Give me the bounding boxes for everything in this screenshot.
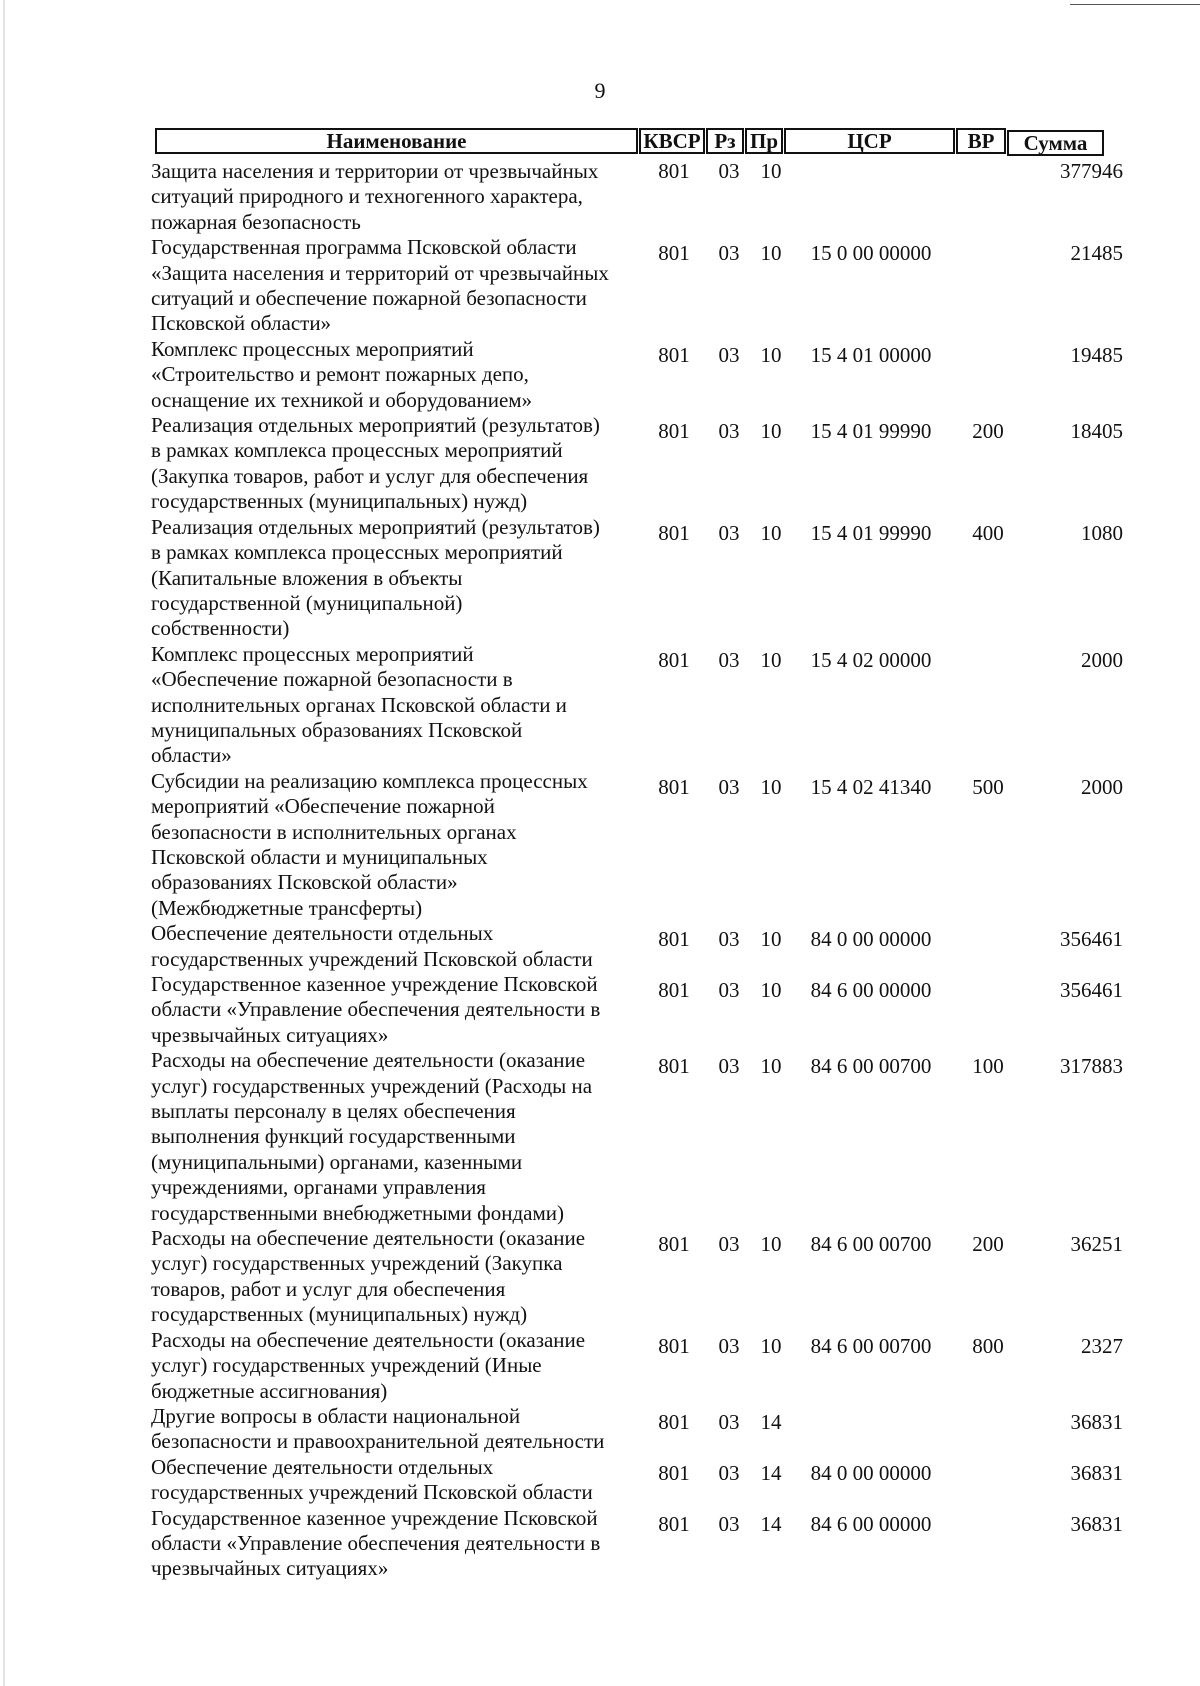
row-name-line: (Капитальные вложения в объекты <box>151 565 463 590</box>
table-row <box>151 235 1151 337</box>
row-csr: 84 6 00 00700 <box>810 1333 932 1358</box>
row-rz: 03 <box>718 927 740 952</box>
row-name-line: пожарная безопасность <box>151 209 361 234</box>
row-name-line: Субсидии на реализацию комплекса процессных <box>151 768 588 793</box>
row-csr: 15 4 01 99990 <box>810 520 932 545</box>
row-kvsr: 801 <box>658 647 690 672</box>
row-csr: 15 4 01 99990 <box>810 419 932 444</box>
row-name-line: «Строительство и ремонт пожарных депо, <box>151 362 529 387</box>
row-sum: 36251 <box>1070 1232 1123 1257</box>
row-pr: 10 <box>760 774 782 799</box>
table-row <box>151 769 1151 921</box>
row-name-line: услуг) государственных учреждений (Расходы на <box>151 1073 593 1098</box>
row-name-line: безопасности в исполнительных органах <box>151 819 517 844</box>
row-name <box>151 1455 636 1506</box>
row-sum: 36831 <box>1070 1511 1123 1536</box>
row-name-line: муниципальных образованиях Псковской <box>151 717 523 742</box>
row-name-line: чрезвычайных ситуациях» <box>151 1556 389 1581</box>
row-name-line: Реализация отдельных мероприятий (результатов) <box>151 413 600 438</box>
row-name-line: «Защита населения и территорий от чрезвычайных <box>151 260 609 285</box>
row-name-line: образованиях Псковской области» <box>151 870 458 895</box>
scan-corner-line <box>1070 4 1200 5</box>
row-sum: 317883 <box>1060 1054 1123 1079</box>
header-pr: Пр <box>745 128 783 154</box>
row-kvsr: 801 <box>658 978 690 1002</box>
row-name <box>151 159 636 235</box>
table-row <box>151 1328 1151 1404</box>
table-row <box>151 337 1151 413</box>
row-vr: 400 <box>972 520 1004 545</box>
header-sum: Сумма <box>1007 130 1104 156</box>
row-kvsr: 801 <box>658 1460 690 1485</box>
row-name-line: государственных учреждений Псковской области <box>151 946 593 971</box>
row-kvsr: 801 <box>658 774 690 799</box>
table-row <box>151 515 1151 642</box>
row-name-line: области» <box>151 743 232 768</box>
row-sum: 18405 <box>1070 419 1123 444</box>
table-row <box>151 1506 1151 1582</box>
row-pr: 10 <box>760 978 782 1002</box>
row-rz: 03 <box>718 342 740 367</box>
row-rz: 03 <box>718 1460 740 1485</box>
row-csr: 15 4 02 00000 <box>810 647 932 672</box>
row-pr: 10 <box>760 927 782 952</box>
row-name <box>151 769 636 921</box>
row-kvsr: 801 <box>658 159 690 183</box>
row-name-line: (Закупка товаров, работ и услуг для обеспечения <box>151 463 589 488</box>
row-sum: 377946 <box>1060 159 1123 183</box>
row-name-line: Другие вопросы в области национальной <box>151 1403 521 1428</box>
row-name-line: бюджетные ассигнования) <box>151 1378 388 1403</box>
row-name <box>151 337 636 413</box>
row-name-line: области «Управление обеспечения деятельности в <box>151 1530 601 1555</box>
row-name-line: Расходы на обеспечение деятельности (оказание <box>151 1327 586 1352</box>
row-rz: 03 <box>718 159 740 183</box>
row-pr: 10 <box>760 520 782 545</box>
row-rz: 03 <box>718 520 740 545</box>
row-name-line: государственных учреждений Псковской области <box>151 1480 593 1505</box>
row-rz: 03 <box>718 1333 740 1358</box>
row-rz: 03 <box>718 1409 740 1434</box>
row-vr: 100 <box>972 1054 1004 1079</box>
row-name-line: области «Управление обеспечения деятельности в <box>151 997 601 1022</box>
row-kvsr: 801 <box>658 1409 690 1434</box>
row-name-line: чрезвычайных ситуациях» <box>151 1022 389 1047</box>
header-vr: ВР <box>956 128 1006 154</box>
row-sum: 356461 <box>1060 978 1123 1002</box>
table-row <box>151 1048 1151 1226</box>
table-row <box>151 921 1151 972</box>
row-name-line: учреждениями, органами управления <box>151 1175 486 1200</box>
row-kvsr: 801 <box>658 1511 690 1536</box>
scan-left-edge <box>3 0 5 1686</box>
table-row <box>151 159 1151 235</box>
row-name-line: выполнения функций государственными <box>151 1124 516 1149</box>
row-kvsr: 801 <box>658 1232 690 1257</box>
row-name <box>151 642 636 769</box>
row-vr: 500 <box>972 774 1004 799</box>
row-csr: 15 0 00 00000 <box>810 241 932 266</box>
row-name-line: Расходы на обеспечение деятельности (оказание <box>151 1048 586 1073</box>
row-name-line: собственности) <box>151 616 290 641</box>
row-name <box>151 515 636 642</box>
row-name <box>151 1048 636 1226</box>
row-name-line: товаров, работ и услуг для обеспечения <box>151 1276 506 1301</box>
row-name-line: Государственное казенное учреждение Псковской <box>151 1505 598 1530</box>
table-header <box>155 128 1119 158</box>
row-rz: 03 <box>718 1054 740 1079</box>
row-kvsr: 801 <box>658 520 690 545</box>
row-name-line: оснащение их техникой и оборудованием» <box>151 387 533 412</box>
row-pr: 14 <box>760 1460 782 1485</box>
row-vr: 200 <box>972 419 1004 444</box>
row-sum: 1080 <box>1081 520 1123 545</box>
row-kvsr: 801 <box>658 1333 690 1358</box>
row-kvsr: 801 <box>658 927 690 952</box>
row-name-line: Реализация отдельных мероприятий (результатов) <box>151 514 600 539</box>
row-name-line: ситуаций и обеспечение пожарной безопасности <box>151 286 587 311</box>
row-sum: 36831 <box>1070 1460 1123 1485</box>
row-sum: 19485 <box>1070 342 1123 367</box>
row-name-line: Государственная программа Псковской области <box>151 235 577 260</box>
table-row <box>151 1226 1151 1328</box>
row-pr: 10 <box>760 159 782 183</box>
row-name-line: Псковской области» <box>151 311 332 336</box>
row-name-line: государственных (муниципальных) нужд) <box>151 489 528 514</box>
row-name <box>151 921 636 972</box>
header-kvsr: КВСР <box>639 128 705 154</box>
row-name-line: в рамках комплекса процессных мероприятий <box>151 540 563 565</box>
row-rz: 03 <box>718 774 740 799</box>
row-name-line: безопасности и правоохранительной деятельности <box>151 1429 605 1454</box>
row-rz: 03 <box>718 978 740 1002</box>
row-pr: 10 <box>760 1333 782 1358</box>
row-rz: 03 <box>718 1232 740 1257</box>
row-sum: 2327 <box>1081 1333 1123 1358</box>
row-name <box>151 1506 636 1582</box>
row-pr: 10 <box>760 1054 782 1079</box>
row-name-line: государственных (муниципальных) нужд) <box>151 1302 528 1327</box>
row-name <box>151 1328 636 1404</box>
row-csr: 84 6 00 00700 <box>810 1054 932 1079</box>
row-name-line: государственными внебюджетными фондами) <box>151 1200 565 1225</box>
row-name-line: услуг) государственных учреждений (Закупка <box>151 1251 563 1276</box>
row-rz: 03 <box>718 241 740 266</box>
row-name-line: исполнительных органах Псковской области и <box>151 692 567 717</box>
row-pr: 10 <box>760 241 782 266</box>
row-csr: 84 6 00 00700 <box>810 1232 932 1257</box>
row-csr: 84 0 00 00000 <box>810 927 932 952</box>
header-csr: ЦСР <box>784 128 955 154</box>
row-name-line: в рамках комплекса процессных мероприятий <box>151 438 563 463</box>
row-sum: 2000 <box>1081 647 1123 672</box>
row-name-line: Государственное казенное учреждение Псковской <box>151 972 598 996</box>
row-csr: 84 6 00 00000 <box>810 978 932 1002</box>
row-name-line: Обеспечение деятельности отдельных <box>151 921 494 946</box>
row-name-line: выплаты персоналу в целях обеспечения <box>151 1099 516 1124</box>
row-csr: 15 4 01 00000 <box>810 342 932 367</box>
row-kvsr: 801 <box>658 1054 690 1079</box>
row-name <box>151 235 636 337</box>
row-name-line: Псковской области и муниципальных <box>151 844 488 869</box>
row-name-line: ситуаций природного и техногенного характера, <box>151 184 583 209</box>
row-name <box>151 1226 636 1328</box>
row-name-line: Комплекс процессных мероприятий <box>151 336 474 361</box>
row-name <box>151 1404 636 1455</box>
row-name-line: «Обеспечение пожарной безопасности в <box>151 667 513 692</box>
page-number: 9 <box>594 78 606 103</box>
row-rz: 03 <box>718 419 740 444</box>
row-sum: 356461 <box>1060 927 1123 952</box>
row-name-line: услуг) государственных учреждений (Иные <box>151 1353 542 1378</box>
row-name-line: государственной (муниципальной) <box>151 590 463 615</box>
table-row <box>151 1404 1151 1455</box>
row-rz: 03 <box>718 1511 740 1536</box>
row-pr: 10 <box>760 342 782 367</box>
row-csr: 84 0 00 00000 <box>810 1460 932 1485</box>
row-kvsr: 801 <box>658 342 690 367</box>
row-csr: 15 4 02 41340 <box>810 774 932 799</box>
row-name <box>151 972 636 1048</box>
table-row <box>151 642 1151 769</box>
row-pr: 14 <box>760 1409 782 1434</box>
table-row <box>151 413 1151 515</box>
row-kvsr: 801 <box>658 419 690 444</box>
table-row <box>151 1455 1151 1506</box>
row-pr: 10 <box>760 419 782 444</box>
row-name-line: мероприятий «Обеспечение пожарной <box>151 794 495 819</box>
row-name-line: (Межбюджетные трансферты) <box>151 895 423 920</box>
row-vr: 200 <box>972 1232 1004 1257</box>
row-sum: 21485 <box>1070 241 1123 266</box>
row-pr: 10 <box>760 1232 782 1257</box>
row-sum: 36831 <box>1070 1409 1123 1434</box>
row-name-line: Комплекс процессных мероприятий <box>151 641 474 666</box>
row-sum: 2000 <box>1081 774 1123 799</box>
row-name-line: Расходы на обеспечение деятельности (оказание <box>151 1226 586 1251</box>
row-name <box>151 413 636 515</box>
row-csr: 84 6 00 00000 <box>810 1511 932 1536</box>
row-pr: 10 <box>760 647 782 672</box>
table-row <box>151 972 1151 1048</box>
row-name-line: (муниципальными) органами, казенными <box>151 1149 523 1174</box>
row-name-line: Защита населения и территории от чрезвычайных <box>151 159 599 183</box>
row-pr: 14 <box>760 1511 782 1536</box>
row-rz: 03 <box>718 647 740 672</box>
row-kvsr: 801 <box>658 241 690 266</box>
header-name: Наименование <box>155 128 638 154</box>
row-vr: 800 <box>972 1333 1004 1358</box>
header-rz: Рз <box>706 128 744 154</box>
table-body <box>151 159 1151 1582</box>
row-name-line: Обеспечение деятельности отдельных <box>151 1454 494 1479</box>
